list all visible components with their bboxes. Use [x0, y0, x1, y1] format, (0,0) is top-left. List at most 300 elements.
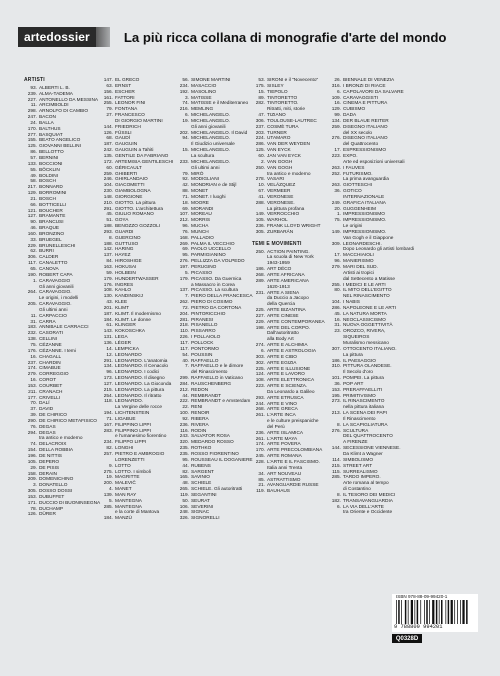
issue-title: EL GRECO	[115, 78, 140, 83]
issue-title: GENTILE DA FABRIANO	[115, 153, 169, 159]
issue-title: GIACOMETTI	[115, 183, 145, 189]
issue-title: FRANCESCO	[115, 113, 145, 119]
issue-number: 305.	[27, 489, 37, 495]
issue-number: 58.	[30, 179, 37, 185]
issue-title: La pittura profana	[267, 206, 305, 212]
issue-title: ARTE A SIENA	[267, 290, 300, 296]
issue-number: 117.	[28, 261, 37, 267]
issue-title: SIGNORELLI	[191, 516, 220, 522]
issue-title: Gli anni giovanili	[39, 284, 74, 290]
issue-number: 294.	[27, 430, 37, 436]
issue-number: 80.	[334, 288, 341, 294]
issue-number: 279.	[331, 265, 341, 270]
issue-number: 143.	[103, 329, 113, 335]
issue-number: 14.	[106, 346, 113, 352]
issue-title: SCULTURA	[343, 428, 369, 434]
issue-title: CORREGGIO	[39, 372, 69, 378]
issue-number: 33.	[30, 237, 37, 243]
issue-title: PICASSO. Da Guernica	[191, 276, 242, 282]
issue-title: ARTE CONTEMPORANEA	[267, 319, 325, 325]
issue-title: MATISSE e il Mediterraneo	[191, 101, 249, 107]
issue-title: ARTE EGIZIA	[267, 360, 297, 366]
issue-title: STREET ART	[343, 463, 373, 469]
issue-title: I MEDICI E LE ARTI	[343, 282, 386, 288]
issue-title: IL RINASCIMENTO	[343, 399, 385, 405]
issue-number: 51.	[106, 218, 113, 224]
issue-number: 291.	[103, 358, 113, 364]
issue-number: 126.	[103, 130, 113, 136]
issue-title: MONDRIAN e de Stijl	[191, 183, 237, 189]
issue-number: 101.	[331, 376, 341, 382]
issue-title: GIULIO ROMANO	[115, 212, 154, 218]
issue-number: 100.	[179, 411, 189, 417]
issue-number: 79.	[182, 171, 189, 177]
issue-title: VERROCCHIO	[267, 212, 300, 218]
issue-title: La scultura	[191, 153, 215, 159]
issue-number: 222.	[179, 399, 189, 405]
issue-number: 76.	[182, 229, 189, 235]
barcode-bar	[411, 600, 413, 624]
issue-title: e la corte di Mantova	[115, 510, 160, 516]
issue-number: 92.	[182, 177, 189, 183]
issue-number: 153.	[27, 494, 37, 500]
issue-title: PRIMITIVISMO	[343, 393, 376, 399]
issue-title: MANET	[115, 487, 132, 493]
issue-number: 86.	[30, 150, 37, 156]
issue-title: MONET	[191, 189, 209, 195]
issue-number: 155.	[27, 138, 37, 144]
issue-title: MEMLING	[191, 107, 214, 113]
issue-title: CARAVAGGIO.	[39, 302, 72, 308]
issue-number: 105.	[27, 459, 37, 465]
issue-title: NUOVA OGGETTIVITÀ	[343, 323, 393, 329]
issue-title: da Duccio a Jacopo	[267, 296, 309, 302]
issue-number: 116.	[180, 428, 189, 434]
issue-title: ACTION PAINTING.	[267, 249, 310, 255]
logo-brush-icon	[96, 27, 110, 47]
issue-title: LEMPICKA	[115, 346, 140, 352]
issue-number: 69.	[182, 247, 189, 253]
issue-title: ARTE DEL CORPO.	[267, 325, 311, 331]
issue-number: 252.	[331, 171, 341, 177]
issue-title: CARAVAGGIO	[39, 278, 71, 284]
issue-number: 71.	[106, 416, 113, 422]
issue-title: SURREALISMO	[343, 469, 378, 475]
issue-number: 119.	[180, 492, 189, 498]
issue-number: 75.	[334, 218, 341, 224]
issue-number: 149.	[331, 229, 341, 235]
issue-title: CELLINI	[39, 337, 57, 343]
issue-title: VERONESE.	[267, 200, 295, 206]
issue-title: CIMABUE	[39, 366, 61, 372]
issue-title: GUERCINO	[115, 235, 141, 241]
issue-number: 16.	[30, 378, 37, 384]
issue-title: LEONARDO. Il disegno	[115, 376, 165, 382]
issue-title: SECESSIONE VIENNESE.	[343, 446, 401, 452]
issue-title: IL MITO DELL'EGITTO	[343, 288, 392, 294]
issue-number: 89.	[258, 95, 265, 101]
issue-title: DELLA ROBBIA	[39, 448, 74, 454]
issue-title: MANTEGNA	[115, 504, 142, 510]
issue-number: 96.	[334, 259, 341, 265]
barcode-bar	[429, 600, 430, 624]
issue-number: 144.	[331, 446, 341, 452]
issue-title: SEVERINI	[191, 504, 214, 510]
issue-title: HUNDERTWASSER	[115, 276, 159, 282]
issue-number: 12.	[106, 352, 113, 358]
barcode-bar	[426, 600, 428, 624]
issue-number: 167.	[103, 422, 113, 428]
isbn-text: ISBN 978-88-09-99420-1	[396, 594, 448, 599]
issue-title: RUBENS	[191, 463, 211, 469]
issue-number: 79.	[106, 107, 113, 113]
issue-title: RIBERA	[191, 416, 209, 422]
issue-title: ARTE E SCIENZA.	[267, 384, 308, 390]
issue-number: 15.	[258, 89, 265, 95]
issue-title: CARAVAGGISTI	[343, 95, 378, 101]
issue-number: 20.	[334, 206, 341, 212]
issue-number: 212.	[179, 387, 189, 393]
issue-number: 72.	[182, 305, 189, 311]
issue-number: 137.	[179, 288, 189, 294]
issue-number: 236.	[255, 224, 265, 230]
issue-title: LEONARDO.	[115, 399, 143, 405]
issue-title: IMPRESSIONISMO.	[343, 229, 387, 235]
issue-number: 21.	[258, 483, 265, 489]
issue-number: 283.	[103, 428, 113, 434]
issue-number: 40.	[182, 358, 189, 364]
catalog-column	[100, 78, 176, 638]
issue-title: GIOVANNI BELLINI	[39, 144, 81, 150]
issue-number: 248.	[179, 510, 189, 516]
issue-number: 53.	[258, 78, 265, 83]
issue-title: MORRIS	[191, 218, 210, 224]
issue-number: 16.	[334, 317, 341, 323]
issue-title: NEL RINASCIMENTO	[343, 294, 390, 300]
issue-title: JAN VAN EYCK	[267, 153, 301, 159]
issue-number: 108.	[255, 378, 265, 384]
issue-title: ARTE GRECA	[267, 407, 298, 413]
issue-number: 137.	[103, 253, 113, 259]
issue-number: 211.	[28, 389, 37, 395]
issue-number: 254.	[103, 393, 113, 399]
issue-title: DER BLAUE REITER	[343, 118, 389, 124]
issue-title: LEONARDO. La Gioconda	[115, 381, 172, 387]
issue-number: 229.	[27, 243, 37, 249]
issue-title: PISSARRO	[191, 329, 216, 335]
issue-number: 15.	[182, 148, 189, 154]
issue-title: LA VIA DELL'ARTE	[343, 504, 384, 510]
issue-number: 170.	[27, 126, 37, 132]
issue-number: 11.	[30, 103, 37, 109]
issue-title: DOMENICHINO	[39, 477, 74, 483]
issue-title: ROBERT CAPA	[39, 272, 73, 278]
catalog-item-continuation	[328, 510, 404, 516]
issue-number: 31.	[334, 323, 341, 329]
issue-title: MASACCIO	[191, 83, 217, 89]
issue-number: 282.	[255, 101, 265, 107]
issue-number: 82.	[106, 446, 113, 452]
section-heading: TEMI E MOVIMENTI	[252, 240, 302, 247]
issue-title: HOLBEIN	[115, 270, 136, 276]
issue-number: 90.	[30, 220, 37, 226]
issue-number: 125.	[255, 148, 265, 154]
issue-title: COROT	[39, 378, 57, 384]
issue-title: PIERO DI COSIMO	[191, 300, 233, 306]
issue-title: MICHELANGELO.	[191, 113, 231, 119]
issue-title: VERMEER	[267, 189, 291, 195]
issue-number: 210.	[103, 200, 113, 206]
issue-number: 135.	[103, 153, 113, 159]
issue-title: MUNCH	[191, 229, 209, 235]
issue-title: ERNST	[115, 83, 132, 89]
issue-title: RENI	[191, 405, 203, 411]
catalog-columns	[24, 78, 480, 638]
issue-title: IL PAESAGGIO	[343, 358, 376, 364]
ean-number: 9 788809 994201	[394, 624, 443, 630]
product-code: Q0328D	[392, 634, 422, 643]
issue-number: 115.	[332, 469, 341, 475]
issue-title: GAUDÍ	[115, 136, 131, 142]
issue-title: BEATO ANGELICO	[39, 138, 81, 144]
issue-title: TARDO IMPERO.	[343, 475, 381, 481]
issue-number: 269.	[179, 241, 189, 247]
issue-title: GHIBERTI	[115, 171, 138, 177]
issue-title: ART NOUVEAU	[267, 471, 302, 477]
issue-title: PELLIZZA DA VOLPEDO	[191, 259, 245, 265]
issue-title: PRERAFFAELLITI	[343, 387, 383, 393]
issue-title: FUTURISMO.	[343, 171, 373, 177]
issue-title: GUGGENHEIM	[343, 206, 376, 212]
issue-title: MICHELANGELO.	[191, 118, 231, 124]
issue-title: DAVID	[39, 407, 54, 413]
issue-title: ARTE ROMANA	[267, 454, 302, 460]
issue-number: 55.	[30, 167, 37, 173]
issue-title: PICASSO. La scultura	[191, 288, 238, 294]
issue-number: 229.	[255, 319, 265, 325]
issue-number: 2.	[261, 159, 265, 165]
issue-title: MATISSE	[191, 95, 212, 101]
issue-number: 8.	[109, 235, 113, 241]
issue-title: ALMA-TADEMA	[39, 91, 73, 97]
issue-number: 109.	[331, 95, 341, 101]
issue-number: 187.	[103, 142, 113, 148]
issue-title: BENOZZO GOZZOLI	[115, 224, 161, 230]
issue-title: GAUGUIN	[115, 142, 138, 148]
issue-number: 127.	[27, 214, 37, 220]
issue-number: 114.	[332, 457, 341, 463]
issue-title: BRONZINO	[39, 231, 65, 237]
issue-title: ARTE E ILLUSIONE	[267, 366, 311, 372]
issue-title: GHIRLANDAIO	[115, 177, 148, 183]
issue-number: 196.	[27, 454, 37, 459]
issue-title: GIOTTESCHI	[343, 183, 373, 189]
issue-number: 225.	[255, 366, 265, 372]
issue-number: 212.	[179, 218, 189, 224]
issue-number: 213.	[331, 411, 341, 417]
issue-number: 268.	[255, 273, 265, 278]
issue-title: INTERNAZIONALE	[343, 194, 385, 200]
issue-title: LOTTO. I simboli	[115, 469, 151, 475]
issue-title: MEDARDO ROSSO	[191, 440, 234, 446]
issue-title: GIOTTO. La pittura	[115, 200, 156, 206]
issue-number: 96.	[106, 370, 113, 376]
issue-number: 23.	[334, 329, 341, 335]
issue-title: MASOLINO	[191, 89, 217, 95]
issue-number: 110.	[180, 329, 189, 335]
issue-number: 223.	[331, 153, 341, 159]
issue-title: CAPOLAVORI DA SALVARE	[343, 89, 404, 95]
issue-number: 66.	[30, 202, 37, 208]
issue-title: CANOVA	[39, 267, 59, 272]
issue-number: 288.	[255, 200, 265, 206]
issue-number: 218.	[179, 323, 189, 329]
issue-title: BACON	[39, 115, 56, 121]
issue-number: 10.	[258, 183, 265, 189]
issue-number: 36.	[334, 189, 341, 195]
issue-number: 306.	[255, 118, 265, 124]
issue-title: ARTE POVERA	[267, 442, 301, 448]
issue-title: TOULOUSE-LAUTREC	[267, 118, 317, 124]
issue-title: SISLEY	[267, 83, 284, 89]
issue-number: 276.	[331, 428, 341, 434]
issue-title: LEONARDO	[115, 352, 142, 358]
issue-title: DALÍ	[39, 401, 50, 407]
issue-number: 45.	[106, 212, 113, 218]
issue-number: 133.	[27, 161, 37, 167]
issue-title: MONET. I luoghi	[191, 194, 226, 200]
issue-title: IMPRESSIONISMO.	[343, 218, 387, 224]
issue-title: SCHIELE. Gli autoritratti	[191, 487, 243, 493]
issue-number: 223.	[255, 384, 265, 390]
barcode-bar	[401, 600, 402, 624]
issue-number: 36.	[334, 381, 341, 387]
issue-title: KLIMT. Le donne	[115, 317, 151, 323]
issue-title: Arte romana al tempo	[343, 481, 389, 487]
issue-title: CASORATI	[39, 331, 63, 337]
issue-number: 264.	[27, 290, 37, 296]
catalog-item	[252, 230, 328, 236]
issue-number: 285.	[103, 504, 113, 510]
catalog-item	[176, 516, 252, 522]
issue-title: BOUCHER	[39, 208, 63, 214]
issue-title: COSMÈ TURA	[267, 124, 299, 130]
issue-number: 104.	[331, 300, 341, 306]
issue-title: tra antico e moderno	[39, 436, 83, 442]
issue-title: CHAGALL	[39, 354, 62, 360]
issue-number: 279.	[27, 372, 37, 378]
issue-number: 88.	[182, 189, 189, 195]
issue-number: 188.	[103, 224, 113, 230]
barcode-bar	[441, 600, 443, 624]
issue-number: 118.	[104, 399, 113, 405]
issue-title: Dopo Leonardo gli artisti lombardi	[343, 247, 415, 253]
catalog-column	[328, 78, 415, 638]
barcode-bar	[420, 600, 421, 624]
issue-number: 6.	[261, 348, 265, 354]
issue-number: 225.	[255, 308, 265, 314]
issue-number: 179.	[179, 276, 189, 282]
issue-title: DEGAS	[39, 430, 56, 436]
issue-title: MACCHIAIOLI	[343, 253, 374, 259]
issue-title: Gli anni giovanili	[191, 124, 226, 130]
issue-number: 5.	[109, 498, 113, 504]
issue-number: 237.	[255, 124, 265, 130]
issue-title: BOSCH	[39, 196, 56, 202]
issue-title: ANNIBALE CARRACCI	[39, 325, 89, 331]
issue-number: 298.	[27, 109, 37, 115]
issue-title: DEL QUATTROCENTO	[343, 434, 393, 440]
issue-number: 215.	[103, 387, 113, 393]
issue-number: 175.	[255, 83, 265, 89]
issue-title: BALTHUS	[39, 126, 61, 132]
issue-number: 29.	[30, 465, 37, 471]
issue-number: 278.	[255, 177, 265, 183]
issue-title: UTAMARO	[267, 136, 291, 142]
issue-number: 299.	[179, 376, 189, 382]
issue-title: Il Rinascimento	[343, 416, 376, 422]
issue-title: LEONARDO. Il Cenacolo	[115, 364, 169, 370]
catalog-column	[24, 78, 100, 638]
issue-number: 320.	[179, 440, 189, 446]
issue-number: 187.	[103, 311, 113, 317]
issue-title: VERONESE	[267, 194, 294, 200]
issue-number: 27.	[106, 113, 113, 119]
issue-number: 172.	[103, 159, 113, 165]
issue-number: 105.	[255, 218, 265, 224]
issue-title: LÉGER	[115, 340, 132, 346]
barcode-bar	[457, 600, 458, 624]
issue-number: 176.	[27, 348, 37, 354]
issue-title: POP ART	[343, 381, 364, 387]
issue-number: 129.	[331, 107, 341, 113]
issue-title: DÜRER	[39, 512, 56, 518]
issue-title: CÉZANNE. I temi	[39, 348, 76, 354]
issue-number: 94.	[182, 136, 189, 142]
issue-number: 92.	[182, 416, 189, 422]
issue-number: 56.	[182, 78, 189, 83]
issue-number: 59.	[106, 270, 113, 276]
issue-title: BORROMINI	[39, 191, 67, 197]
issue-title: PINTORICCHIO	[191, 311, 226, 317]
issue-title: DUCHAMP	[39, 506, 64, 512]
issue-title: GOTICO	[343, 189, 362, 195]
issue-title: Da Leonardo a Galileo	[267, 389, 315, 395]
issue-number: 82.	[182, 469, 189, 475]
issue-title: ARTE E CIBO	[267, 354, 298, 360]
issue-title: BIENNALE DI VENEZIA	[343, 78, 395, 83]
issue-number: 75.	[30, 342, 37, 348]
issue-number: 61.	[106, 323, 113, 329]
issue-number: 63.	[106, 83, 113, 89]
issue-number: 148.	[103, 194, 113, 200]
issue-title: ANTONELLO DA MESSINA	[39, 97, 99, 103]
issue-number: 96.	[182, 224, 189, 230]
issue-title: L'ARTE INCA	[267, 413, 296, 419]
issue-number: 39.	[30, 413, 37, 419]
issue-number: 200.	[103, 481, 113, 487]
issue-title: LIGABUE	[115, 416, 136, 422]
issue-number: 134.	[331, 118, 341, 124]
issue-number: 4.	[109, 487, 113, 493]
issue-title: La pittura	[343, 352, 363, 358]
issue-number: 9.	[109, 463, 113, 469]
issue-number: 281.	[179, 317, 189, 323]
issue-number: 163.	[103, 265, 113, 270]
issue-number: 186.	[255, 267, 265, 273]
logo-text-e: e	[39, 30, 47, 44]
issue-title: ARTE E VINO	[267, 401, 298, 407]
